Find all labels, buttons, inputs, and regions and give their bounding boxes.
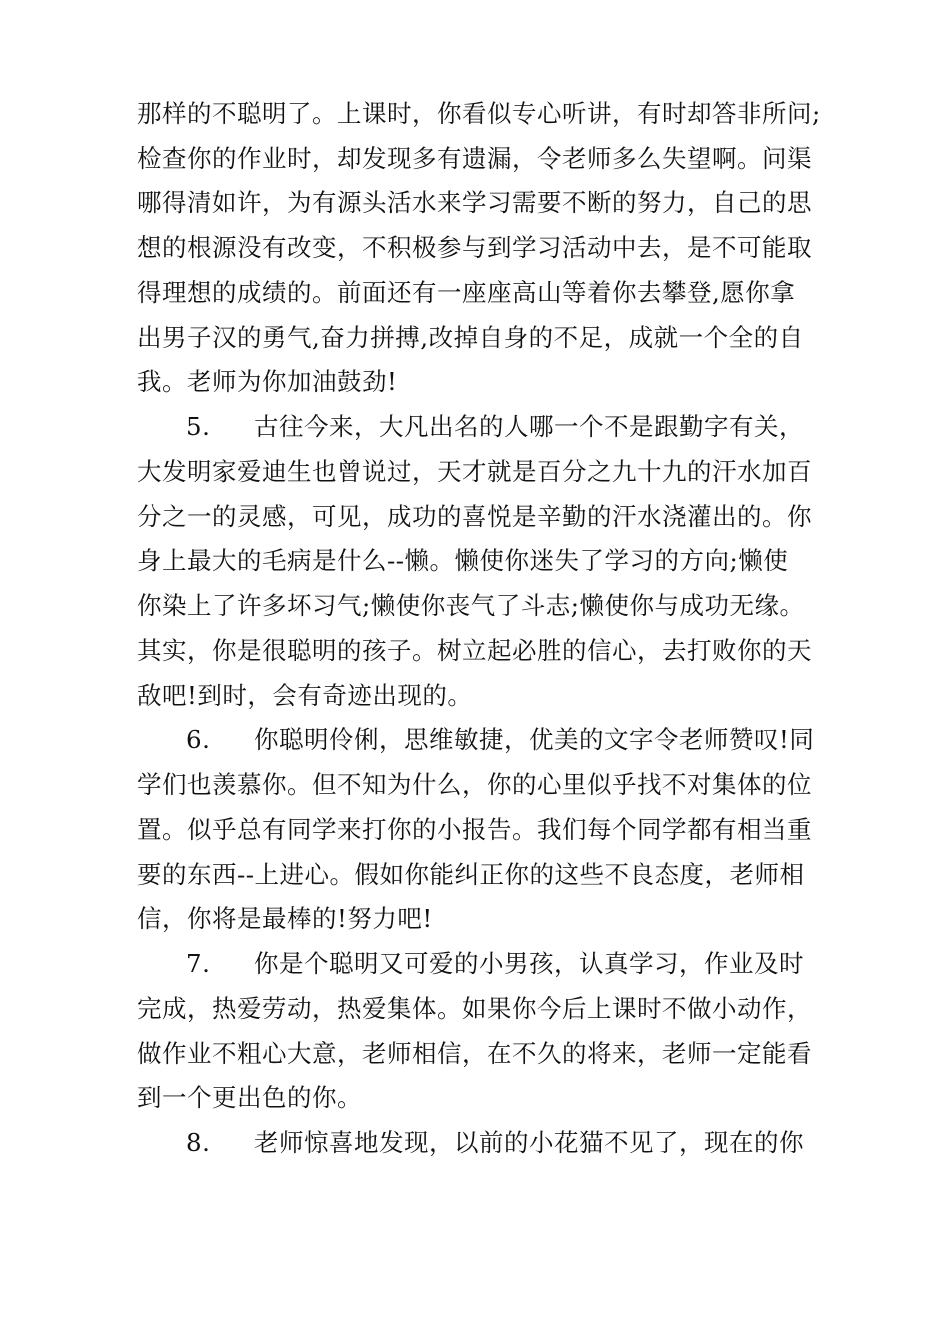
text-line: 我。老师为你加油鼓劲! [137, 367, 398, 396]
text-line: 要的东西--上进心。假如你能纠正你的这些不良态度，老师相 [137, 860, 805, 889]
list-item-number: 8. [186, 1128, 211, 1157]
text-line: 大发明家爱迪生也曾说过，天才就是百分之九十九的汗水加百 [137, 457, 812, 486]
text-line: 得理想的成绩的。前面还有一座座高山等着你去攀登,愿你拿 [137, 278, 796, 307]
list-item-number: 6. [186, 725, 211, 754]
text-line: 哪得清如许，为有源头活水来学习需要不断的努力，自己的思 [137, 188, 812, 217]
text-line: 身上最大的毛病是什么--懒。懒使你迷失了学习的方向;懒使 [137, 546, 789, 575]
text-line: 分之一的灵感，可见，成功的喜悦是辛勤的汗水浇灌出的。你 [137, 502, 812, 531]
text-line: 其实，你是很聪明的孩子。树立起必胜的信心，去打败你的天 [137, 636, 812, 665]
list-item-number: 7. [186, 949, 211, 978]
text-line: 想的根源没有改变，不积极参与到学习活动中去，是不可能取 [137, 233, 812, 262]
list-item-first-line [186, 1125, 886, 1161]
list-item-number: 5. [186, 412, 211, 441]
text-line: 到一个更出色的你。 [137, 1083, 362, 1112]
list-item-text: 老师惊喜地发现，以前的小花猫不见了，现在的你 [254, 1128, 804, 1157]
text-line: 做作业不粗心大意，老师相信，在不久的将来，老师一定能看 [137, 1039, 812, 1068]
list-item-text: 你聪明伶俐，思维敏捷，优美的文字令老师赞叹!同 [254, 725, 815, 754]
text-line: 那样的不聪明了。上课时，你看似专心听讲，有时却答非所问; [137, 99, 821, 128]
text-line: 完成，热爱劳动，热爱集体。如果你今后上课时不做小动作， [137, 994, 812, 1023]
text-line: 置。似乎总有同学来打你的小报告。我们每个同学都有相当重 [137, 815, 812, 844]
text-line: 出男子汉的勇气,奋力拼搏,改掉自身的不足，成就一个全的自 [137, 323, 804, 352]
list-item-first-line [186, 409, 886, 445]
list-item-text: 古往今来，大凡出名的人哪一个不是跟勤字有关， [254, 412, 804, 441]
text-line: 信，你将是最棒的!努力吧! [137, 904, 433, 933]
list-item-text: 你是个聪明又可爱的小男孩，认真学习，作业及时 [254, 949, 804, 978]
list-item-first-line [186, 722, 886, 758]
text-line: 敌吧!到时，会有奇迹出现的。 [137, 681, 473, 710]
list-item-first-line [186, 946, 886, 982]
text-line: 检查你的作业时，却发现多有遗漏，令老师多么失望啊。问渠 [137, 144, 812, 173]
text-line: 你染上了许多坏习气;懒使你丧气了斗志;懒使你与成功无缘。 [137, 591, 805, 620]
text-line: 学们也羡慕你。但不知为什么，你的心里似乎找不对集体的位 [137, 770, 812, 799]
